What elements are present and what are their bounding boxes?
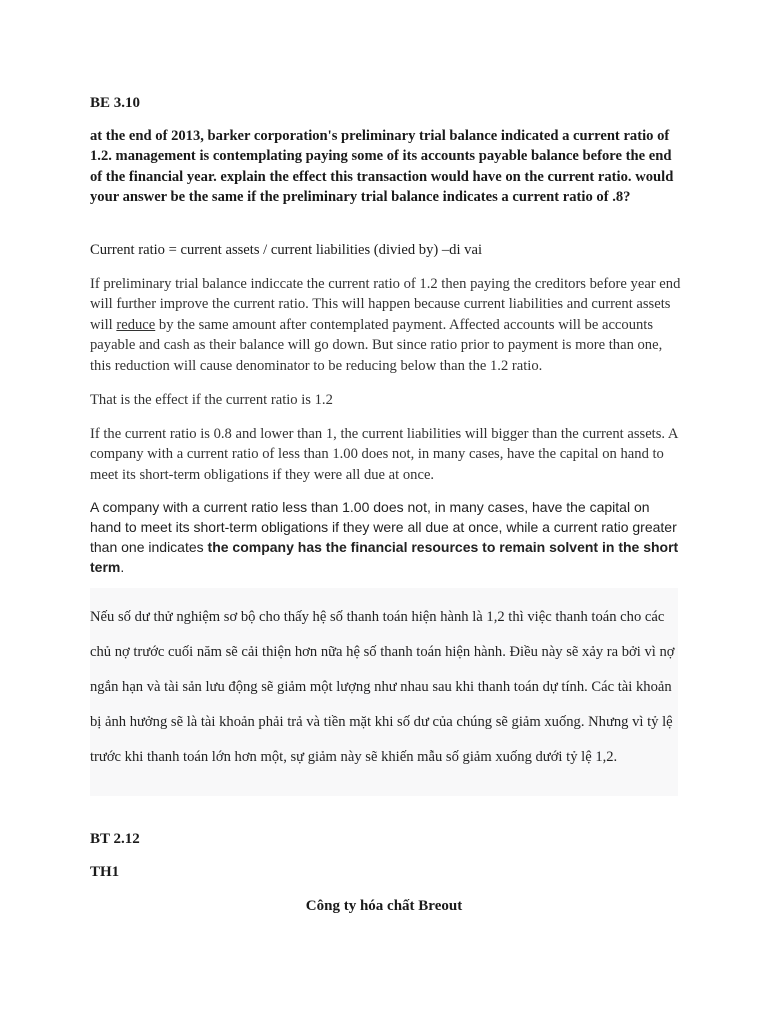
- answer-paragraph-2: If the current ratio is 0.8 and lower than 1, the current liabilities will bigger than the current assets. A company with a current ratio of less than 1.00 does not, in many cases, have the capital on hand to meet its short-term obligations if they were all due at once.: [90, 426, 678, 483]
- section-heading-be-3-10: BE 3.10: [90, 95, 141, 111]
- answer-paragraph-1-part-a: If preliminary trial balance indiccate the current ratio of 1.2 then paying the creditors before year end will further improve the current ratio. This will happen because current liabilities and current assets will: [90, 276, 681, 333]
- question-text: at the end of 2013, barker corporation's preliminary trial balance indicated a current ratio of 1.2. management is contemplating paying some of its accounts payable balance before the end of the financial year. explain the effect this transaction would have on the current ratio. would your answer be the same if the preliminary trial balance indicates a current ratio of .8?: [90, 128, 674, 206]
- vietnamese-translation-text: Nếu số dư thử nghiệm sơ bộ cho thấy hệ số thanh toán hiện hành là 1,2 thì việc thanh toán cho các chủ nợ trước cuối năm sẽ cải thiện hơn nữa hệ số thanh toán hiện hành. Điều này sẽ xảy ra bởi vì nợ ngắn hạn và tài sản lưu động sẽ giảm một lượng như nhau sau khi thanh toán dự tính. Các tài khoản bị ảnh hưởng sẽ là tài khoản phải trả và tiền mặt khi số dư của chúng sẽ giảm xuống. Nhưng vì tỷ lệ trước khi thanh toán lớn hơn một, sự giảm này sẽ khiến mẫu số giảm xuống dưới tỷ lệ 1,2.: [90, 609, 675, 765]
- answer-paragraph-1: [90, 274, 682, 376]
- answer-paragraph-3-normal: A company with a current ratio less than 1.00 does not, in many cases, have the capital on hand to meet its short-term obligations if they were all due at once, while a current ratio greater than one indicates: [90, 499, 677, 555]
- company-title: Công ty hóa chất Breout: [305, 898, 463, 914]
- answer-paragraph-3-bold: the company has the financial resources to remain solvent in the short term: [90, 539, 679, 575]
- section-heading-bt-2-12: BT 2.12: [90, 831, 140, 847]
- vietnamese-translation-box: [90, 588, 678, 796]
- answer-paragraph-1-part-b: by the same amount after contemplated payment. Affected accounts will be accounts payable and cash as their balance will go down. But since ratio prior to payment is more than one, this reduction will cause denominator to be reducing below than the 1.2 ratio.: [90, 316, 663, 374]
- effect-line: That is the effect if the current ratio is 1.2: [90, 392, 333, 408]
- answer-paragraph-3: [90, 497, 682, 577]
- section-heading-th1: TH1: [90, 864, 120, 880]
- underlined-word-reduce: reduce: [116, 316, 156, 333]
- formula-line: Current ratio = current assets / current liabilities (divied by) –di vai: [90, 242, 483, 258]
- answer-paragraph-3-end: .: [120, 559, 125, 575]
